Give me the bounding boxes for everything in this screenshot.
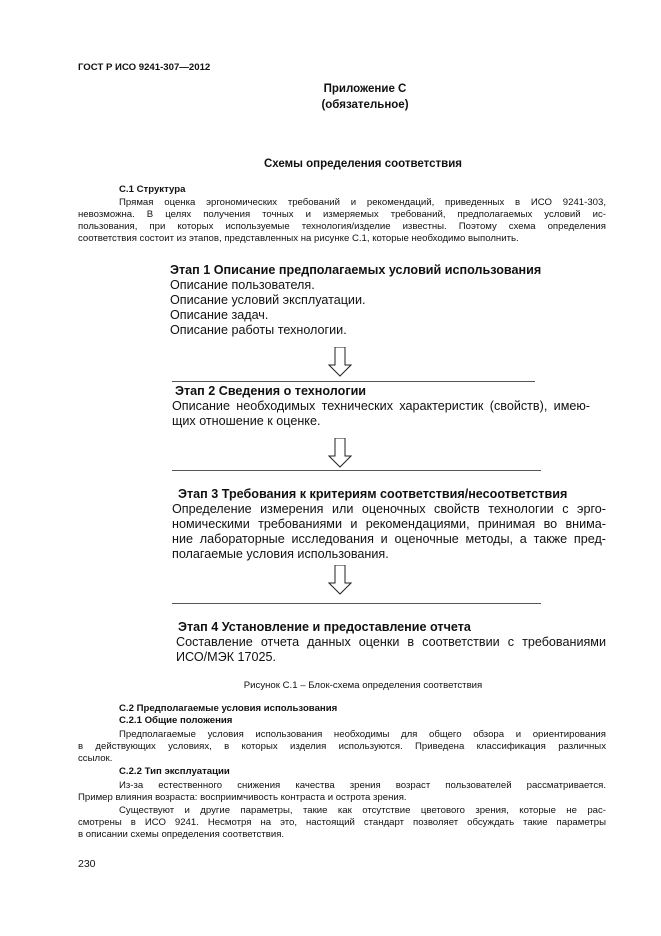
stage-3-line: ние лабораторные исследования и оценочные методы, а также пред- xyxy=(172,532,606,546)
stage-3-title: Этап 3 Требования к критериям соответствия/несоответствия xyxy=(178,487,568,501)
down-arrow-icon xyxy=(328,438,352,468)
stage-3-line: номическими требованиями и рекомендациями, принимая во внима- xyxy=(172,517,606,531)
stage-divider xyxy=(172,470,541,471)
stage-divider xyxy=(172,381,535,382)
stage-2-title: Этап 2 Сведения о технологии xyxy=(175,384,367,398)
c22-line: Пример влияния возраста: восприимчивость контраста и острота зрения. xyxy=(78,792,407,803)
c1-line: Прямая оценка эргономических требований и рекомендаций, приведенных в ИСО 9241-303, xyxy=(119,197,606,208)
stage-1-title: Этап 1 Описание предполагаемых условий использования xyxy=(170,263,542,277)
figure-caption: Рисунок С.1 – Блок-схема определения соответствия xyxy=(243,680,483,691)
stage-2-line: Описание необходимых технических характеристик (свойств), имею- xyxy=(172,399,590,413)
stage-1-line: Описание условий эксплуатации. xyxy=(170,293,366,307)
c22-line: Существуют и другие параметры, такие как отсутствие цветового зрения, которые не рас- xyxy=(119,805,606,816)
c21-line: ссылок. xyxy=(78,753,113,764)
stage-4-line: ИСО/МЭК 17025. xyxy=(176,650,277,664)
c1-line: невозможна. В целях получения точных и измеряемых требований, предполагаемых условий ис- xyxy=(78,209,606,220)
stage-3-line: полагаемые условия использования. xyxy=(172,547,389,561)
c22-line: смотрены в ИСО 9241. Несмотря на это, настоящий стандарт позволяет обсуждать такие параметры xyxy=(78,817,606,828)
c22-line: Из-за естественного снижения качества зрения возраст пользователей рассматривается. xyxy=(119,780,606,791)
section-c1-heading: С.1 Структура xyxy=(119,184,186,195)
annex-title: Приложение С xyxy=(323,83,407,95)
c1-line: соответствия состоит из этапов, представленных на рисунке С.1, которые необходимо выполнить. xyxy=(78,233,519,244)
section-c21-heading: С.2.1 Общие положения xyxy=(119,715,233,726)
c1-line: пользования, при которых используемые технология/изделие известны. Поэтому схема определения xyxy=(78,221,606,232)
c21-line: в действующих условиях, в которых изделия используются. Приведена классификация различных xyxy=(78,741,606,752)
stage-2-line: щих отношение к оценке. xyxy=(172,414,321,428)
annex-status: (обязательное) xyxy=(321,99,409,111)
stage-1-line: Описание задач. xyxy=(170,308,269,322)
down-arrow-icon xyxy=(328,565,352,595)
stage-4-title: Этап 4 Установление и предоставление отчета xyxy=(178,620,471,634)
standard-header: ГОСТ Р ИСО 9241-307—2012 xyxy=(78,62,211,73)
stage-3-line: Определение измерения или оценочных свойств технологии с эрго- xyxy=(172,502,606,516)
section-c22-heading: С.2.2 Тип эксплуатации xyxy=(119,766,230,777)
stage-1-line: Описание работы технологии. xyxy=(170,323,347,337)
annex-heading: Схемы определения соответствия xyxy=(263,158,463,170)
c22-line: в описании схемы определения соответствия. xyxy=(78,829,285,840)
stage-1-line: Описание пользователя. xyxy=(170,278,315,292)
section-c2-heading: С.2 Предполагаемые условия использования xyxy=(119,703,338,714)
stage-4-line: Составление отчета данных оценки в соответствии с требованиями xyxy=(176,635,606,649)
stage-divider xyxy=(172,603,541,604)
c21-line: Предполагаемые условия использования необходимы для общего обзора и ориентирования xyxy=(119,729,606,740)
down-arrow-icon xyxy=(328,347,352,377)
page-number: 230 xyxy=(78,858,96,870)
